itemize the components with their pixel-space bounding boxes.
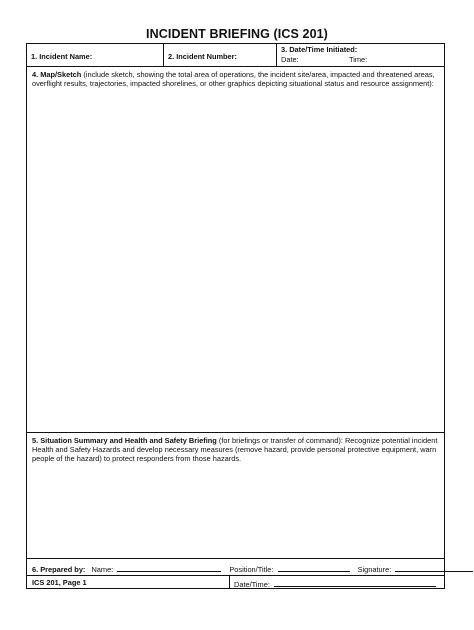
situation-summary-section[interactable] <box>27 433 444 558</box>
situation-summary-text: (for briefings or transfer of command): Recognize potential incident Health and Safety Hazards and develop necessary measures (remove hazard, provide personal protective equipment, warn people of the hazard) to protect responders from those hazards. <box>32 436 438 463</box>
incident-number-label: 2. Incident Number: <box>168 52 237 61</box>
page-label: ICS 201, Page 1 <box>32 578 87 587</box>
prepared-by-row <box>27 559 444 575</box>
header-fields-row <box>27 44 444 66</box>
map-sketch-text: (include sketch, showing the total area of operations, the incident site/area, impacted and threatened areas, overflight results, trajectories, impacted shorelines, or other graphics depicting situational status and resource assignment): <box>32 70 435 88</box>
datetime-initiated-field <box>277 44 445 66</box>
datetime-initiated-label: 3. Date/Time Initiated: <box>281 45 358 54</box>
footer-datetime-label: Date/Time: <box>234 580 270 589</box>
position-title-label: Position/Title: <box>229 565 274 574</box>
signature-input[interactable] <box>395 563 473 572</box>
footer-datetime <box>234 578 436 589</box>
prepared-by-label: 6. Prepared by: <box>32 565 86 574</box>
incident-name-label: 1. Incident Name: <box>31 52 93 61</box>
divider <box>229 576 230 589</box>
form-title: INCIDENT BRIEFING (ICS 201) <box>146 27 328 41</box>
map-sketch-label: 4. Map/Sketch <box>32 70 82 79</box>
map-sketch-section[interactable] <box>27 67 444 432</box>
prepared-by-line <box>32 563 473 574</box>
incident-number-field[interactable] <box>164 44 276 66</box>
footer-datetime-input[interactable] <box>274 578 436 587</box>
footer-row <box>27 576 444 589</box>
incident-name-field[interactable] <box>27 44 163 66</box>
date-label: Date: <box>281 55 299 64</box>
incident-briefing-form <box>26 43 445 589</box>
time-label: Time: <box>349 55 368 64</box>
situation-summary-instructions <box>27 433 444 466</box>
position-title-input[interactable] <box>278 563 350 572</box>
name-label: Name: <box>91 565 114 574</box>
name-input[interactable] <box>117 563 221 572</box>
signature-label: Signature: <box>357 565 392 574</box>
situation-summary-label: 5. Situation Summary and Health and Safety Briefing <box>32 436 217 445</box>
map-sketch-instructions <box>27 67 444 91</box>
